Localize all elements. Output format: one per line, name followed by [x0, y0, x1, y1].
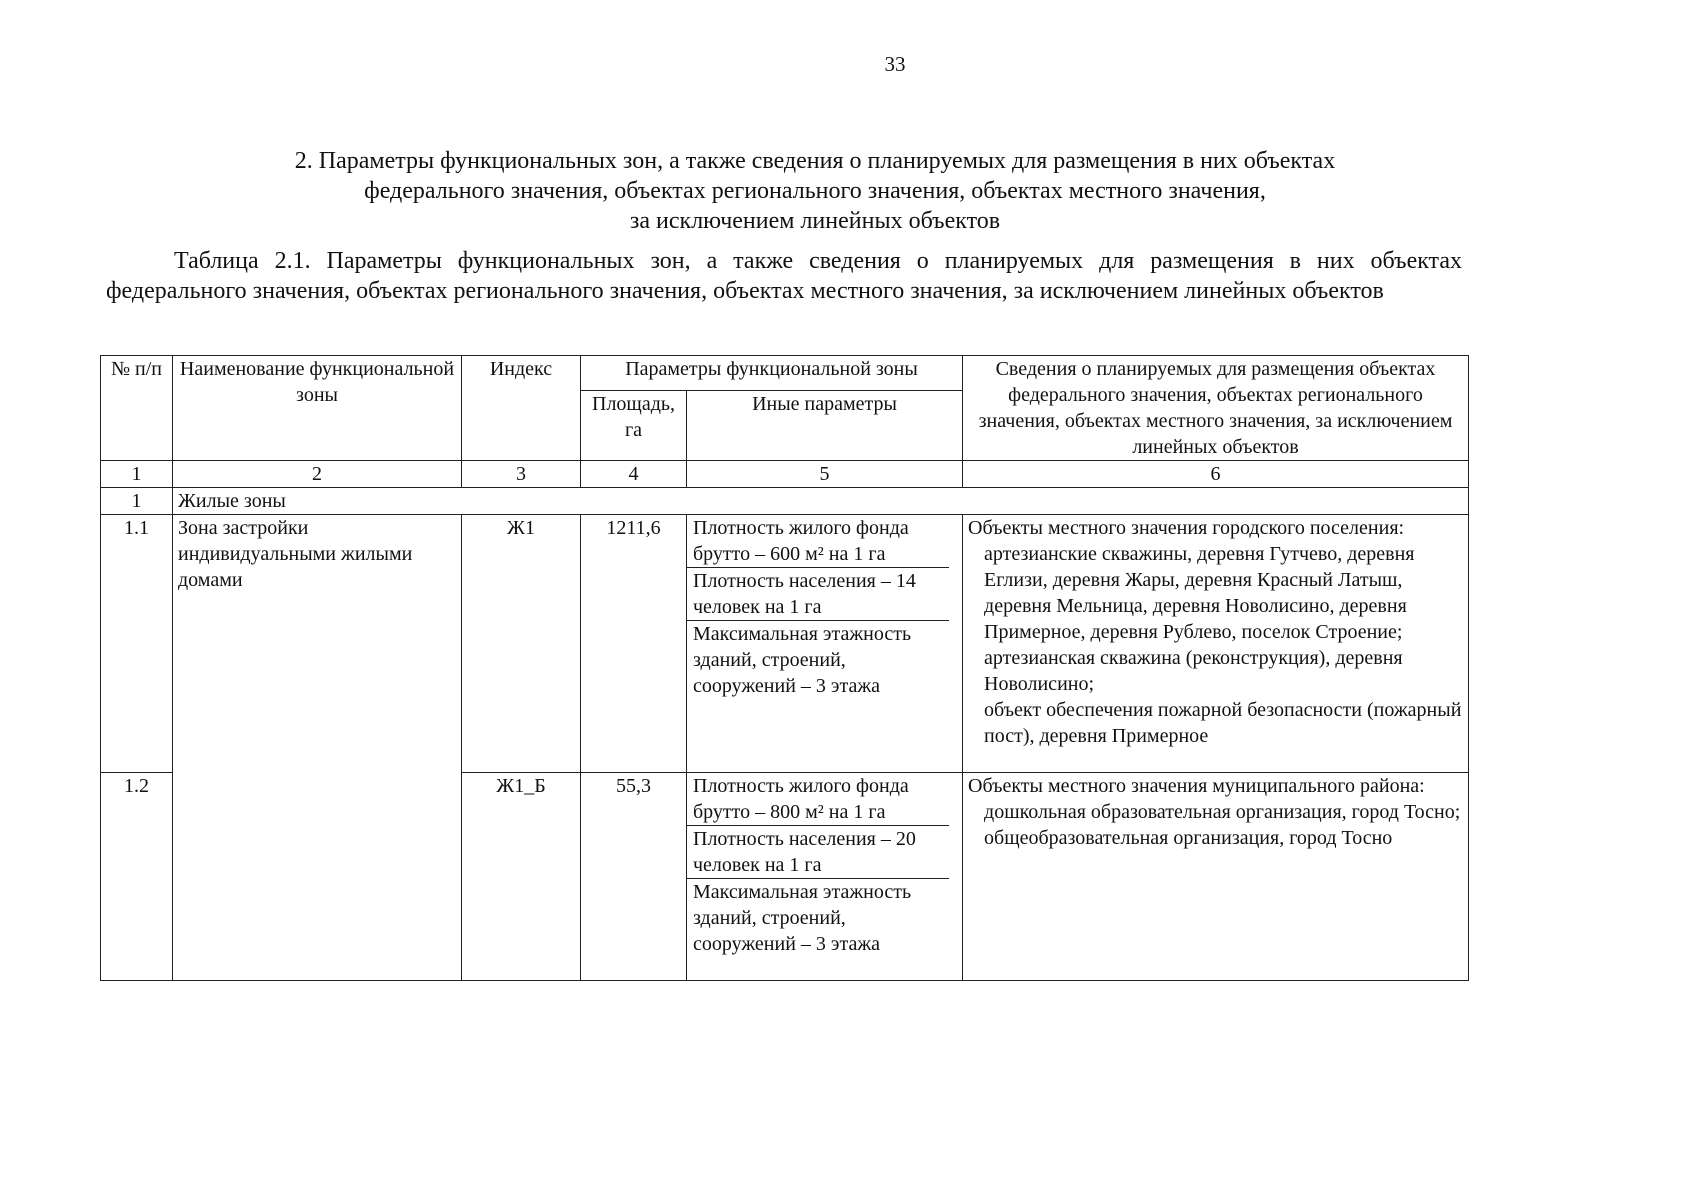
info-title: Объекты местного значения муниципального района: [968, 775, 1425, 797]
group-name: Жилые зоны [173, 488, 1469, 515]
param-max-floors: Максимальная этажность зданий, строений, сооружений – 3 этажа [693, 623, 912, 697]
section-title-line: 2. Параметры функциональных зон, а также сведения о планируемых для размещения в них объектах [294, 148, 1336, 174]
section-title-line: за исключением линейных объектов [629, 208, 1001, 234]
zone-index: Ж1 [462, 515, 581, 773]
zone-params [687, 515, 963, 773]
zone-params [687, 773, 963, 981]
page-number: 33 [884, 52, 906, 76]
param-housing-density: Плотность жилого фонда брутто – 800 м² на 1 га [687, 773, 949, 826]
header-area: Площадь, га [581, 391, 687, 461]
table-header-row [101, 356, 1469, 391]
section-title-line: федерального значения, объектах регионального значения, объектах местного значения, [364, 178, 1266, 204]
column-number: 3 [462, 461, 581, 488]
zones-table [100, 355, 1469, 981]
header-params: Параметры функциональной зоны [581, 356, 963, 391]
param-population-density: Плотность населения – 14 человек на 1 га [687, 568, 949, 621]
info-item: артезианские скважины, деревня Гутчево, деревня Еглизи, деревня Жары, деревня Красный Латыш, деревня Мельница, деревня Новолисино, деревня Примерное, деревня Рублево, поселок Строение; [984, 543, 1415, 643]
header-num: № п/п [101, 356, 173, 461]
table-row [101, 515, 1469, 773]
param-housing-density: Плотность жилого фонда брутто – 600 м² на 1 га [687, 515, 949, 568]
group-num: 1 [101, 488, 173, 515]
header-index: Индекс [462, 356, 581, 461]
param-max-floors: Максимальная этажность зданий, строений, сооружений – 3 этажа [693, 881, 912, 955]
column-number: 6 [963, 461, 1469, 488]
info-item: артезианская скважина (реконструкция), деревня Новолисино; [984, 647, 1403, 695]
zone-info [963, 773, 1469, 981]
column-number: 4 [581, 461, 687, 488]
zone-name: Зона застройки индивидуальными жилыми домами [173, 515, 462, 981]
column-number-row [101, 461, 1469, 488]
info-item: общеобразовательная организация, город Тосно [984, 827, 1393, 849]
param-population-density: Плотность населения – 20 человек на 1 га [687, 826, 949, 879]
section-title [250, 146, 1380, 236]
header-other: Иные параметры [687, 391, 963, 461]
zone-area: 1211,6 [581, 515, 687, 773]
table-caption: Таблица 2.1. Параметры функциональных зон, а также сведения о планируемых для размещения в них объектах федерального значения, объектах регионального значения, объектах местного значения, за исключением линейных объектов [106, 248, 1462, 304]
column-number: 1 [101, 461, 173, 488]
row-num: 1.2 [101, 773, 173, 981]
column-number: 5 [687, 461, 963, 488]
info-item: дошкольная образовательная организация, город Тосно; [984, 801, 1461, 823]
zone-info [963, 515, 1469, 773]
zone-area: 55,3 [581, 773, 687, 981]
info-title: Объекты местного значения городского поселения: [968, 517, 1405, 539]
zone-index: Ж1_Б [462, 773, 581, 981]
group-row [101, 488, 1469, 515]
header-info: Сведения о планируемых для размещения объектах федерального значения, объектах регионального значения, объектах местного значения, за исключением линейных объектов [963, 356, 1469, 461]
row-num: 1.1 [101, 515, 173, 773]
column-number: 2 [173, 461, 462, 488]
header-name: Наименование функциональной зоны [173, 356, 462, 461]
info-item: объект обеспечения пожарной безопасности (пожарный пост), деревня Примерное [984, 699, 1462, 747]
